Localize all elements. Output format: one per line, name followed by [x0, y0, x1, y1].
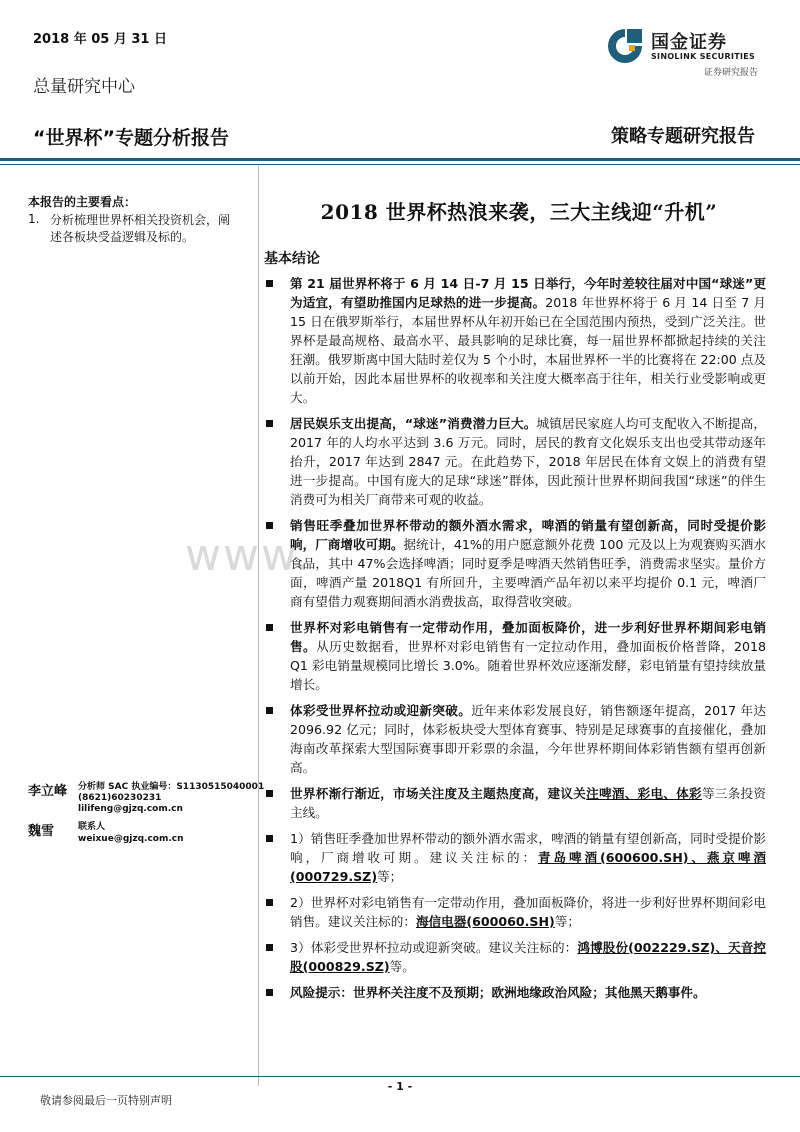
- department-name: 总量研究中心: [33, 77, 135, 97]
- stock-highlight: 青岛啤酒(600600.SH)、燕京啤酒(000729.SZ): [290, 850, 767, 884]
- bullet-text: 1）销售旺季叠加世界杯带动的额外酒水需求，啤酒的销量有望创新高，同时受提价影响，厂商增收可期。建议关注标的：: [290, 831, 766, 865]
- bullet-square-icon: [266, 707, 273, 714]
- headline: 2018 世界杯热浪来袭，三大主线迎“升机”: [320, 200, 718, 224]
- bullet-lead: 世界杯渐行渐近，市场关注度及主题热度高，建议关: [290, 786, 587, 801]
- report-title: “世界杯”专题分析报告: [33, 127, 229, 149]
- conclusion-bullet: [264, 414, 766, 509]
- conclusion-bullet: [264, 829, 766, 886]
- bullet-text: 据统计，41%的用户愿意额外花费 100 元及以上为观赛购买酒水食品，其中 47%会选择啤酒；同时夏季是啤酒天然销售旺季，消费需求坚实。量价方面，啤酒产量 2018Q1 有所回升，主要啤酒产品年初以来平均提价 0.1 元，啤酒厂商有望借力观赛期间酒水消费拔高，取得营收突破。: [290, 537, 766, 609]
- page-number: - 1 -: [387, 1080, 413, 1093]
- sinolink-logo-icon: [605, 26, 645, 66]
- analyst-name: 李立峰: [28, 784, 68, 799]
- analyst-email: lilifeng@gjzq.com.cn: [78, 804, 183, 814]
- bullet-square-icon: [266, 790, 273, 797]
- bullet-square-icon: [266, 420, 273, 427]
- conclusion-bullet: [264, 516, 766, 611]
- bullet-lead: 世界杯对彩电销售有一定带动作用，叠加面板降价，进一步利好世界杯期间彩电销售。: [290, 620, 766, 654]
- contact-name: 魏雪: [28, 824, 55, 839]
- conclusion-bullet: [264, 784, 766, 822]
- bullet-lead: 居民娱乐支出提高，“球迷”消费潜力巨大。: [290, 416, 537, 431]
- bullet-square-icon: [266, 835, 273, 842]
- bullet-lead: 体彩受世界杯拉动或迎新突破。: [290, 703, 472, 718]
- analyst-phone: (8621)60230231: [78, 793, 162, 803]
- bullet-square-icon: [266, 899, 273, 906]
- bullet-text: 从历史数据看，世界杯对彩电销售有一定拉动作用，叠加面板价格普降，2018 Q1 彩电销量规模同比增长 3.0%。随着世界杯效应逐渐发酵，彩电销量有望持续放量增长。: [290, 639, 766, 692]
- conclusion-list: [264, 274, 766, 1009]
- sidebar-heading: 本报告的主要看点：: [28, 195, 137, 209]
- contact-email: weixue@gjzq.com.cn: [78, 834, 184, 844]
- section-heading: 基本结论: [264, 251, 320, 267]
- bullet-text: 等；: [377, 869, 403, 884]
- footer-divider: [0, 1076, 800, 1077]
- sidebar-point-text: 分析梳理世界杯相关投资机会，阐述各板块受益逻辑及标的。: [50, 213, 231, 244]
- logo-subtitle: 证券研究报告: [704, 68, 759, 78]
- bullet-text: 2018 年世界杯将于 6 月 14 日至 7 月 15 日在俄罗斯举行，本届世界杯从年初开始已在全国范围内预热，受到广泛关注。世界杯是最高规格、最高水平、最具影响的足球比赛，每一届世界杯都掀起持续的关注狂潮。俄罗斯离中国大陆时差仅为 5 个小时，本届世界杯一半的比赛将在 22:00 点及以前开始，因此本届世界杯的收视率和关注度大概率高于往年，相关行业受影响或更大。: [290, 295, 767, 405]
- stock-highlight: 海信电器(600060.SH): [415, 914, 555, 929]
- analyst-role: 分析师 SAC 执业编号：S1130515040001: [78, 782, 265, 792]
- logo-name-cn: 国金证券: [651, 32, 727, 53]
- bullet-lead: 销售旺季叠加世界杯带动的额外酒水需求，啤酒的销量有望创新高，同时受提价影响，厂商增收可期。: [290, 518, 766, 552]
- conclusion-bullet: [264, 983, 766, 1002]
- logo-name-en: SINOLINK SECURITIES: [651, 52, 756, 61]
- bullet-text: 等三条投资主线。: [290, 786, 767, 820]
- bullet-square-icon: [266, 989, 273, 996]
- header-divider-thick: [0, 158, 800, 161]
- conclusion-bullet: [264, 938, 766, 976]
- bullet-lead: 风险提示：世界杯关注度不及预期；欧洲地缘政治风险；其他黑天鹅事件。: [290, 985, 706, 1000]
- bullet-text: 3）体彩受世界杯拉动或迎新突破。建议关注标的：: [290, 940, 578, 955]
- sidebar-point-number: 1.: [28, 212, 40, 226]
- bullet-square-icon: [266, 624, 273, 631]
- bullet-text: 等。: [389, 959, 415, 974]
- watermark: www.: [185, 530, 311, 581]
- report-type: 策略专题研究报告: [611, 126, 755, 147]
- conclusion-bullet: [264, 893, 766, 931]
- bullet-square-icon: [266, 522, 273, 529]
- bullet-text: 近年来体彩发展良好，销售额逐年提高，2017 年达 2096.92 亿元；同时，体彩板块受大型体育赛事、特别是足球赛事的直接催化，叠加海南改革探索大型国际赛事即开彩票的余温，今年世界杯期间体彩销售额有望再创新高。: [290, 703, 766, 775]
- conclusion-bullet: [264, 618, 766, 694]
- sidebar-divider: [258, 166, 259, 1086]
- contact-role: 联系人: [78, 822, 106, 832]
- header-divider-thin: [0, 164, 800, 165]
- bullet-text: 等；: [554, 914, 580, 929]
- bullet-square-icon: [266, 280, 273, 287]
- report-date: 2018 年 05 月 31 日: [33, 32, 167, 47]
- footer-disclaimer: 敬请参阅最后一页特别声明: [40, 1094, 172, 1107]
- bullet-text: 2）世界杯对彩电销售有一定带动作用，叠加面板降价，将进一步利好世界杯期间彩电销售。建议关注标的：: [290, 895, 766, 929]
- conclusion-bullet: [264, 701, 766, 777]
- bullet-text: 城镇居民家庭人均可支配收入不断提高， 2017 年的人均水平达到 3.6 万元。同时，居民的教育文化娱乐支出也受其带动逐年抬升，2017 年达到 2847 元。在此趋势下，2018 年居民在体育文娱上的消费有望进一步提高。中国有庞大的足球“球迷”群体，因此预计世界杯期间我国“球迷”的伴生消费可为相关厂商带来可观的收益。: [290, 416, 767, 507]
- bullet-square-icon: [266, 944, 273, 951]
- stock-highlight: 鸿博股份(002229.SZ)、天音控股(000829.SZ): [290, 940, 766, 974]
- company-logo: [605, 22, 775, 78]
- bullet-lead: 第 21 届世界杯将于 6 月 14 日-7 月 15 日举行，今年时差较往届对中国“球迷”更为适宜，有望助推国内足球热的进一步提高。: [290, 276, 766, 310]
- stock-highlight: 注啤酒、彩电、体彩: [586, 786, 702, 801]
- conclusion-bullet: [264, 274, 766, 407]
